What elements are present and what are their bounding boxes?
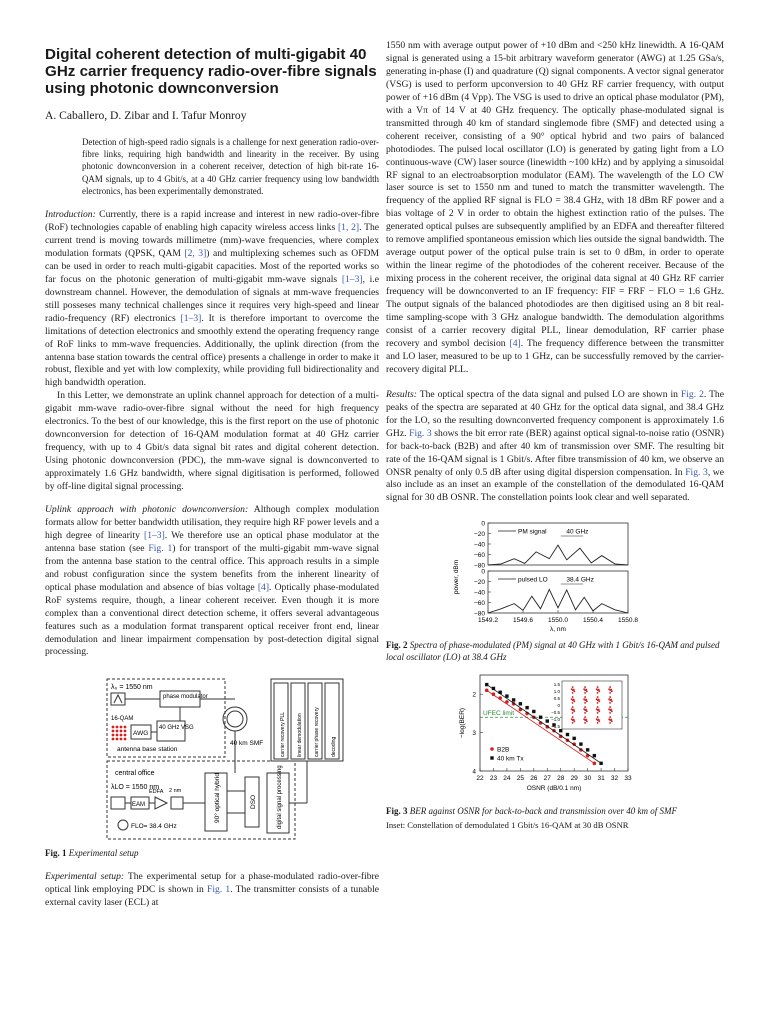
letter-paragraph: In this Letter, we demonstrate an uplink channel approach for detection of a multi-gigabit mm-wave radio-over-fibre signal without the need for high frequency electronics. To the best of our knowledge, this is the first report on the use of photonic downconversion for detection of 16-QAM modulation format at 40 GHz carrier frequency, with up to 4 Gbit/s data signal bit rates and digital coherent detection. Using photonic downconversion (PDC), the mm-wave signal is downconverted to approximately 1.6 GHz bandwidth, where signal digitisation is performed, followed by off-line digital signal processing. (45, 390, 379, 493)
text-span: shows the bit error rate (BER) against optical signal-to-noise ratio (OSNR) for back-to-back (B2B) and after 40 km of transmission over SMF. The resulting bit rate of the 16-QAM signal is 1 Gbit/s. After fibre transmission of 40 km, we observe an ONSR penalty of only 0.5 dB after using digital dispersion compensation. In (386, 427, 724, 478)
constellation-point (584, 707, 586, 709)
y-tick-label: −60 (473, 552, 485, 560)
ufec-threshold-label: UFEC limit (483, 710, 515, 718)
filter-label: 2 nm (169, 788, 182, 795)
figure-label: Fig. 1 (45, 848, 67, 859)
constellation-point (572, 722, 574, 724)
text-span: Although complex modulation formats allow for better bandwidth utilisation, they require high RF power levels and a high degree of linearity (45, 503, 379, 541)
data-point-b2b (498, 697, 502, 701)
constellation-point (584, 722, 586, 724)
text-span: . It is therefore important to overcome the limitations of detection electronics and smoothly extend the operating frequency range of RoF links to mm-wave frequencies. Additionally, the uplink direction (from the antenna base station towards the central office) presents a challenge in order to make it robust, flexible and yet with low complexity, while providing full bidirectionality and high bandwidth operation. (45, 312, 379, 389)
constellation-point (573, 691, 575, 693)
constellation-point (611, 721, 613, 723)
caption-text: BER against OSNR for back-to-back and transmission over 40 km of SMF (407, 806, 677, 817)
paper-title: Digital coherent detection of multi-gigabit 40 GHz carrier frequency radio-over-fibre signals using photonic downconversion (45, 46, 377, 97)
y-axis-label: power, dBm (453, 560, 460, 595)
constellation-point (573, 719, 575, 721)
y-tick-label: 0 (481, 568, 485, 576)
text-span: , i.e downstream channel. However, the demodulation of signals at mm-wave frequencies still posseses many technical challenges since it requires very high-speed and linear radio-frequency (RF) electronics (45, 273, 380, 324)
y-tick-label: 2 (472, 692, 476, 700)
constellation-point (583, 699, 585, 701)
constellation-point (571, 699, 573, 701)
dsp-block-list (274, 683, 339, 759)
constellation-point (609, 722, 611, 724)
constellation-point (597, 722, 599, 724)
figure-link[interactable]: Fig. 1 (207, 884, 231, 896)
x-tick-label: 26 (530, 775, 538, 783)
x-axis-label: OSNR (dB/0.1 nm) (526, 785, 582, 793)
constellation-point (608, 699, 610, 701)
introduction-paragraph (45, 209, 379, 390)
text-span: 1550 nm with average output power of +10 dBm and <250 kHz linewidth. A 16-QAM signal is generated using a 15-bit arbitrary waveform generator (AWG) at 1.25 GSa/s, generating in-phase (I) and quadrature (Q) signal components. A vector signal generator (VSG) is used to perform upconversion to 40 GHz RF carrier frequency, with output power of +16 dBm (4 Vpp). The VSG is used to drive an optical phase modulator (PM), with a Vπ of 14 V at 40 GHz frequency. The optically phase-modulated signal is transmitted through 40 km of standard singlemode fibre (SMF) and detected using a coherent receiver, consisting of a 90° optical hybrid and two pairs of balanced photodiodes. The pulsed local oscillator (LO) is generated by gating light from a LO continuous-wave (CW) laser source (linewidth ~100 kHz) and by applying a sinusoidal RF signal to an electroabsorption modulator (EAM). The wavelength of the LO CW laser source is set to 1550 nm and tuned to match the transmitter wavelength. The frequency of the applied RF signal is FLO = 38.4 GHz, with 18 dBm RF power and a bias voltage of 2 V in order to obtain the highest extinction ratio of the pulses. The generated optical pulses are subsequently amplified by an EDFA and thereafter filtered to remove amplified spontaneous emission which lies outside the signal bandwidth. The average output power of the optical pulse train is set to 0 dBm, in order to operate within the linear regime of the photodiodes of the coherent receiver. Because of the mixing process in the coherent receiver, the original data signal at 40 GHz RF carrier frequency will be downconverted to an IF frequency: FIF = FRF − FLO = 1.6 GHz. The output signals of the balanced photodiodes are then digitised using an 8 bit real-time sampling-scope with 3 GHz analogue bandwidth. The demodulation algorithms consist of a carrier recovery digital PLL, linear demodulation, RF carrier phase recovery and symbol decision (386, 40, 724, 349)
text-span: . The current trend is moving towards millimetre (mm)-wave frequencies, where complex modulation formats (QPSK, QAM (45, 221, 380, 259)
introduction-heading: Introduction: (45, 209, 96, 221)
plot-frame (488, 571, 628, 613)
dsp-block-label: carrier recovery PLL (280, 712, 286, 758)
inset-tick-label: −1.5 (551, 724, 560, 730)
dsp-block-label: decoding (331, 737, 337, 758)
constellation-point (573, 711, 575, 713)
constellation-point (609, 697, 611, 699)
vsg-box (157, 721, 185, 741)
citation-link[interactable]: [4] (257, 581, 270, 593)
dsp-block-label: linear demodulation (297, 713, 303, 758)
rf-source-icon (118, 820, 128, 830)
x-tick-label: 33 (624, 775, 632, 783)
citation-link[interactable]: [1–3] (180, 312, 202, 324)
y-axis-label: −log(BER) (459, 708, 466, 739)
x-tick-label: 32 (610, 775, 619, 783)
x-tick-label: 30 (584, 775, 592, 783)
data-point-40km (498, 691, 501, 694)
uplink-heading: Uplink approach with photonic downconversion: (45, 503, 249, 515)
figure-2-caption (386, 639, 724, 663)
constellation-point (572, 687, 574, 689)
text-span: . Optically phase-modulated RoF systems require, though, a linear coherent receiver. Even though it is more complex than a conventional direct detection scheme, it offers several advantageous features such as a modulation format transparent optical receiver front end, linear demodulation and linear impairment compensation by post-detection digital signal processing. (45, 581, 380, 658)
constellation-point (584, 692, 586, 694)
constellation-point (573, 689, 575, 691)
constellation-point (583, 709, 585, 711)
constellation-point (598, 701, 600, 703)
constellation-point (586, 721, 588, 723)
data-point-40km (512, 699, 515, 702)
constellation-point (584, 697, 586, 699)
figure-3-inset-note: Inset: Constellation of demodulated 1 Gbit/s 16-QAM at 30 dB OSNR (386, 820, 629, 831)
constellation-point (596, 699, 598, 701)
constellation-point (597, 702, 599, 704)
data-point-b2b (492, 693, 496, 697)
constellation-point (609, 707, 611, 709)
figure-link[interactable]: Fig. 2 (680, 388, 704, 400)
inset-tick-label: 1.5 (553, 682, 560, 688)
legend-label: PM signal (518, 528, 547, 536)
constellation-point (610, 719, 612, 721)
legend-label: 40 km Tx (497, 755, 524, 763)
fibre-spool-icon (223, 707, 247, 731)
x-tick-label: 25 (516, 775, 524, 783)
x-tick-label: 1549.2 (478, 617, 498, 625)
constellation-point (573, 709, 575, 711)
constellation-point (573, 721, 575, 723)
constellation-point (608, 689, 610, 691)
constellation-point (585, 709, 587, 711)
constellation-point (572, 692, 574, 694)
constellation-point (572, 697, 574, 699)
uplink-paragraph (45, 504, 379, 659)
annotation-label: 38.4 GHz (566, 576, 594, 584)
phase-modulator-label: phase modulator (163, 694, 208, 701)
constellation-point (585, 719, 587, 721)
constellation-point (571, 719, 573, 721)
setup-continued-paragraph (386, 40, 724, 377)
inset-tick-label: 0.5 (553, 696, 560, 702)
figure-3-caption (386, 805, 724, 817)
data-point-40km (525, 706, 528, 709)
constellation-point (572, 707, 574, 709)
qam-label: 16-QAM (111, 716, 134, 723)
y-tick-label: 4 (472, 768, 476, 776)
constellation-point (608, 719, 610, 721)
data-point-40km (586, 749, 589, 752)
y-tick-label: −20 (473, 531, 485, 539)
constellation-point (598, 721, 600, 723)
constellation-point (609, 717, 611, 719)
text-span: . The transmitter consists of a tunable external cavity laser (ECL) at (45, 884, 379, 909)
data-point-b2b (505, 700, 509, 704)
inset-tick-label: −1.0 (551, 717, 560, 723)
flo-label: FLO= 38.4 GHz (131, 823, 177, 831)
data-point-40km (539, 716, 542, 719)
constellation-point (609, 692, 611, 694)
constellation-point (609, 702, 611, 704)
figure-1-caption (45, 847, 379, 859)
filter-icon (171, 797, 183, 809)
qam-constellation-icon (112, 726, 127, 741)
constellation-point (611, 711, 613, 713)
central-office-label: central office (115, 770, 155, 778)
setup-paragraph (45, 871, 379, 910)
series-line-1 (488, 590, 628, 614)
data-point-40km (593, 754, 596, 757)
figure-link[interactable]: Fig. 1 (148, 542, 173, 554)
constellation-point (585, 689, 587, 691)
data-point-40km (492, 687, 495, 690)
constellation-point (596, 719, 598, 721)
tx-wavelength-label: λ₀ = 1550 nm (111, 684, 153, 692)
x-tick-label: 24 (503, 775, 511, 783)
data-point-40km (519, 702, 522, 705)
y-tick-label: −60 (473, 600, 485, 608)
paper-abstract: Detection of high-speed radio signals is a challenge for next generation radio-over-fibre links, requiring high bandwidth and linearity in the receiver. By using photonic downconversion in a coherent receiver, detection of high bit-rate 16-QAM signals, up to 4 Gbit/s, at a 40 GHz carrier frequency using low bandwidth electronics, has been experimentally demonstrated. (82, 137, 379, 196)
data-point-40km (572, 737, 575, 740)
constellation-point (609, 687, 611, 689)
x-tick-label: 23 (489, 775, 498, 783)
annotation-label: 40 GHz (566, 528, 589, 536)
figure-3-ber-chart (386, 671, 724, 801)
citation-link[interactable]: [2, 3] (184, 247, 207, 259)
y-tick-label: −20 (473, 579, 485, 587)
x-tick-label: 29 (570, 775, 578, 783)
constellation-point (571, 709, 573, 711)
data-point-40km (546, 720, 549, 723)
lo-laser-icon (111, 797, 125, 809)
edfa-label: EDFA (149, 789, 164, 796)
lo-wavelength-label: λLO = 1550 nm (111, 784, 160, 792)
dsp-label: digital signal processing (277, 765, 283, 830)
setup-heading: Experimental setup: (45, 871, 125, 883)
x-tick-label: 1549.6 (513, 617, 533, 625)
series-line-0 (488, 545, 628, 565)
data-point-40km (559, 729, 562, 732)
constellation-point (598, 699, 600, 701)
constellation-point (608, 709, 610, 711)
text-span: . The frequency difference between the transmitter and LO laser, measured to be up to 1 GHz, can be successfully removed by the carrier-recovery digital PLL. (386, 337, 724, 375)
constellation-point (583, 689, 585, 691)
optical-hybrid-label: 90° optical hybrid (214, 773, 221, 824)
text-span: The optical spectra of the data signal and pulsed LO are shown in (416, 388, 681, 400)
data-point-40km (566, 733, 569, 736)
constellation-point (598, 711, 600, 713)
text-span: , we also include as an inset an example of the constellation of the demodulated 16-QAM signal for 30 dB OSNR. The constellation points look clear and well separated. (386, 466, 724, 504)
citation-link[interactable]: [1–3] (341, 273, 363, 285)
constellation-point (596, 689, 598, 691)
x-tick-label: 31 (597, 775, 605, 783)
inset-frame (562, 681, 622, 729)
caption-text: Spectra of phase-modulated (PM) signal at 40 GHz with 1 Gbit/s 16-QAM and pulsed local oscillator (LO) at 38.4 GHz (386, 640, 720, 663)
y-tick-label: −80 (473, 610, 485, 618)
vsg-label: 40 GHz VSG (159, 725, 194, 732)
caption-text: Experimental setup (66, 848, 139, 859)
x-tick-label: 28 (557, 775, 565, 783)
constellation-point (585, 699, 587, 701)
constellation-point (597, 712, 599, 714)
constellation-point (598, 709, 600, 711)
dso-label: DSO (250, 795, 257, 810)
constellation-point (597, 692, 599, 694)
awg-label: AWG (133, 730, 149, 738)
constellation-point (611, 691, 613, 693)
constellation-point (610, 709, 612, 711)
constellation-point (584, 717, 586, 719)
inset-tick-label: 1.0 (553, 689, 560, 695)
fibre-label: 40 km SMF (230, 740, 264, 748)
constellation-point (598, 691, 600, 693)
laser-symbol-icon (114, 695, 122, 703)
y-tick-label: −40 (473, 541, 485, 549)
text-span: . We therefore use an optical phase modulator at the antenna base station (see (45, 529, 379, 554)
figure-2-spectra-chart (386, 517, 724, 635)
citation-link[interactable]: [4] (509, 337, 521, 349)
x-tick-label: 22 (476, 775, 484, 783)
constellation-point (584, 702, 586, 704)
constellation-point (586, 711, 588, 713)
constellation-point (584, 687, 586, 689)
data-point-40km (532, 710, 535, 713)
text-span: ) for transport of the multi-gigabit mm-wave signal from the antenna base station to the central office. This approach results in a simple and robust configuration since the system benefits from the inherent linearity of optical phase modulation and absence of bias voltage (45, 542, 379, 593)
legend-marker (490, 757, 493, 760)
constellation-point (573, 699, 575, 701)
constellation-point (597, 697, 599, 699)
constellation-point (572, 702, 574, 704)
constellation-point (586, 691, 588, 693)
constellation-point (584, 712, 586, 714)
constellation-point (571, 689, 573, 691)
dsp-block-label: carrier phase recovery (314, 707, 320, 758)
constellation-point (583, 719, 585, 721)
x-tick-label: 1550.8 (618, 617, 638, 625)
inset-tick-label: −0.5 (551, 710, 560, 716)
constellation-point (572, 712, 574, 714)
text-span: Currently, there is a rapid increase and interest in new radio-over-fibre (RoF) technologies capable of enabling high capacity wireless access links (45, 209, 379, 233)
constellation-point (598, 689, 600, 691)
x-tick-label: 27 (543, 775, 551, 783)
text-span: ) and multiplexing schemes such as OFDM can be used in order to reach multi-gigabit capacities. Most of the reported works so far focus on the photonic generation of multi-gigabit mm-wave signals (45, 247, 380, 285)
figure-1-setup-diagram (45, 673, 379, 843)
legend-marker (490, 748, 494, 752)
eam-label: EAM (132, 802, 146, 809)
y-tick-label: −80 (473, 562, 485, 570)
data-point-40km (599, 762, 602, 765)
y-tick-label: −40 (473, 589, 485, 597)
figure-link[interactable]: Fig. 3 (685, 466, 708, 478)
data-point-40km (505, 695, 508, 698)
x-axis-label: λ, nm (550, 626, 566, 634)
figure-label: Fig. 3 (386, 806, 408, 817)
legend-label: B2B (497, 746, 510, 754)
text-span: The experimental setup for a phase-modulated radio-over-fibre optical link employing PDC is shown in (45, 871, 380, 896)
data-point-40km (579, 743, 582, 746)
constellation-point (610, 699, 612, 701)
figure-label: Fig. 2 (386, 640, 408, 651)
left-column (45, 40, 379, 910)
constellation-point (597, 717, 599, 719)
constellation-point (596, 709, 598, 711)
x-tick-label: 1550.0 (548, 617, 568, 625)
constellation-point (597, 707, 599, 709)
constellation-point (572, 717, 574, 719)
right-column (386, 40, 724, 831)
figure-link[interactable]: Fig. 3 (409, 427, 432, 439)
y-tick-label: 0 (481, 520, 485, 528)
results-heading: Results: (386, 388, 417, 400)
inset-tick-label: 0 (557, 703, 560, 709)
data-point-40km (485, 683, 488, 686)
x-tick-label: 1550.4 (583, 617, 603, 625)
constellation-point (573, 701, 575, 703)
y-tick-label: 3 (472, 730, 476, 738)
constellation-point (609, 712, 611, 714)
antenna-station-label: antenna base station (117, 746, 178, 754)
constellation-point (586, 701, 588, 703)
citation-link[interactable]: [1–3] (144, 529, 165, 541)
paper-authors: A. Caballero, D. Zibar and I. Tafur Monroy (45, 109, 247, 122)
citation-link[interactable]: [1, 2] (337, 221, 360, 233)
legend-label: pulsed LO (518, 576, 548, 584)
edfa-amplifier-icon (155, 797, 167, 809)
data-point-b2b (485, 689, 489, 693)
constellation-point (597, 687, 599, 689)
text-span: . The peaks of the spectra are separated at 40 GHz for the optical data signal, and 38.4 GHz for the LO, so the resulting downconverted frequency component is approximately 1.6 GHz. (386, 388, 724, 439)
constellation-point (598, 719, 600, 721)
results-paragraph (386, 389, 724, 506)
constellation-point (611, 701, 613, 703)
data-point-b2b (593, 762, 597, 766)
constellation-point (610, 689, 612, 691)
